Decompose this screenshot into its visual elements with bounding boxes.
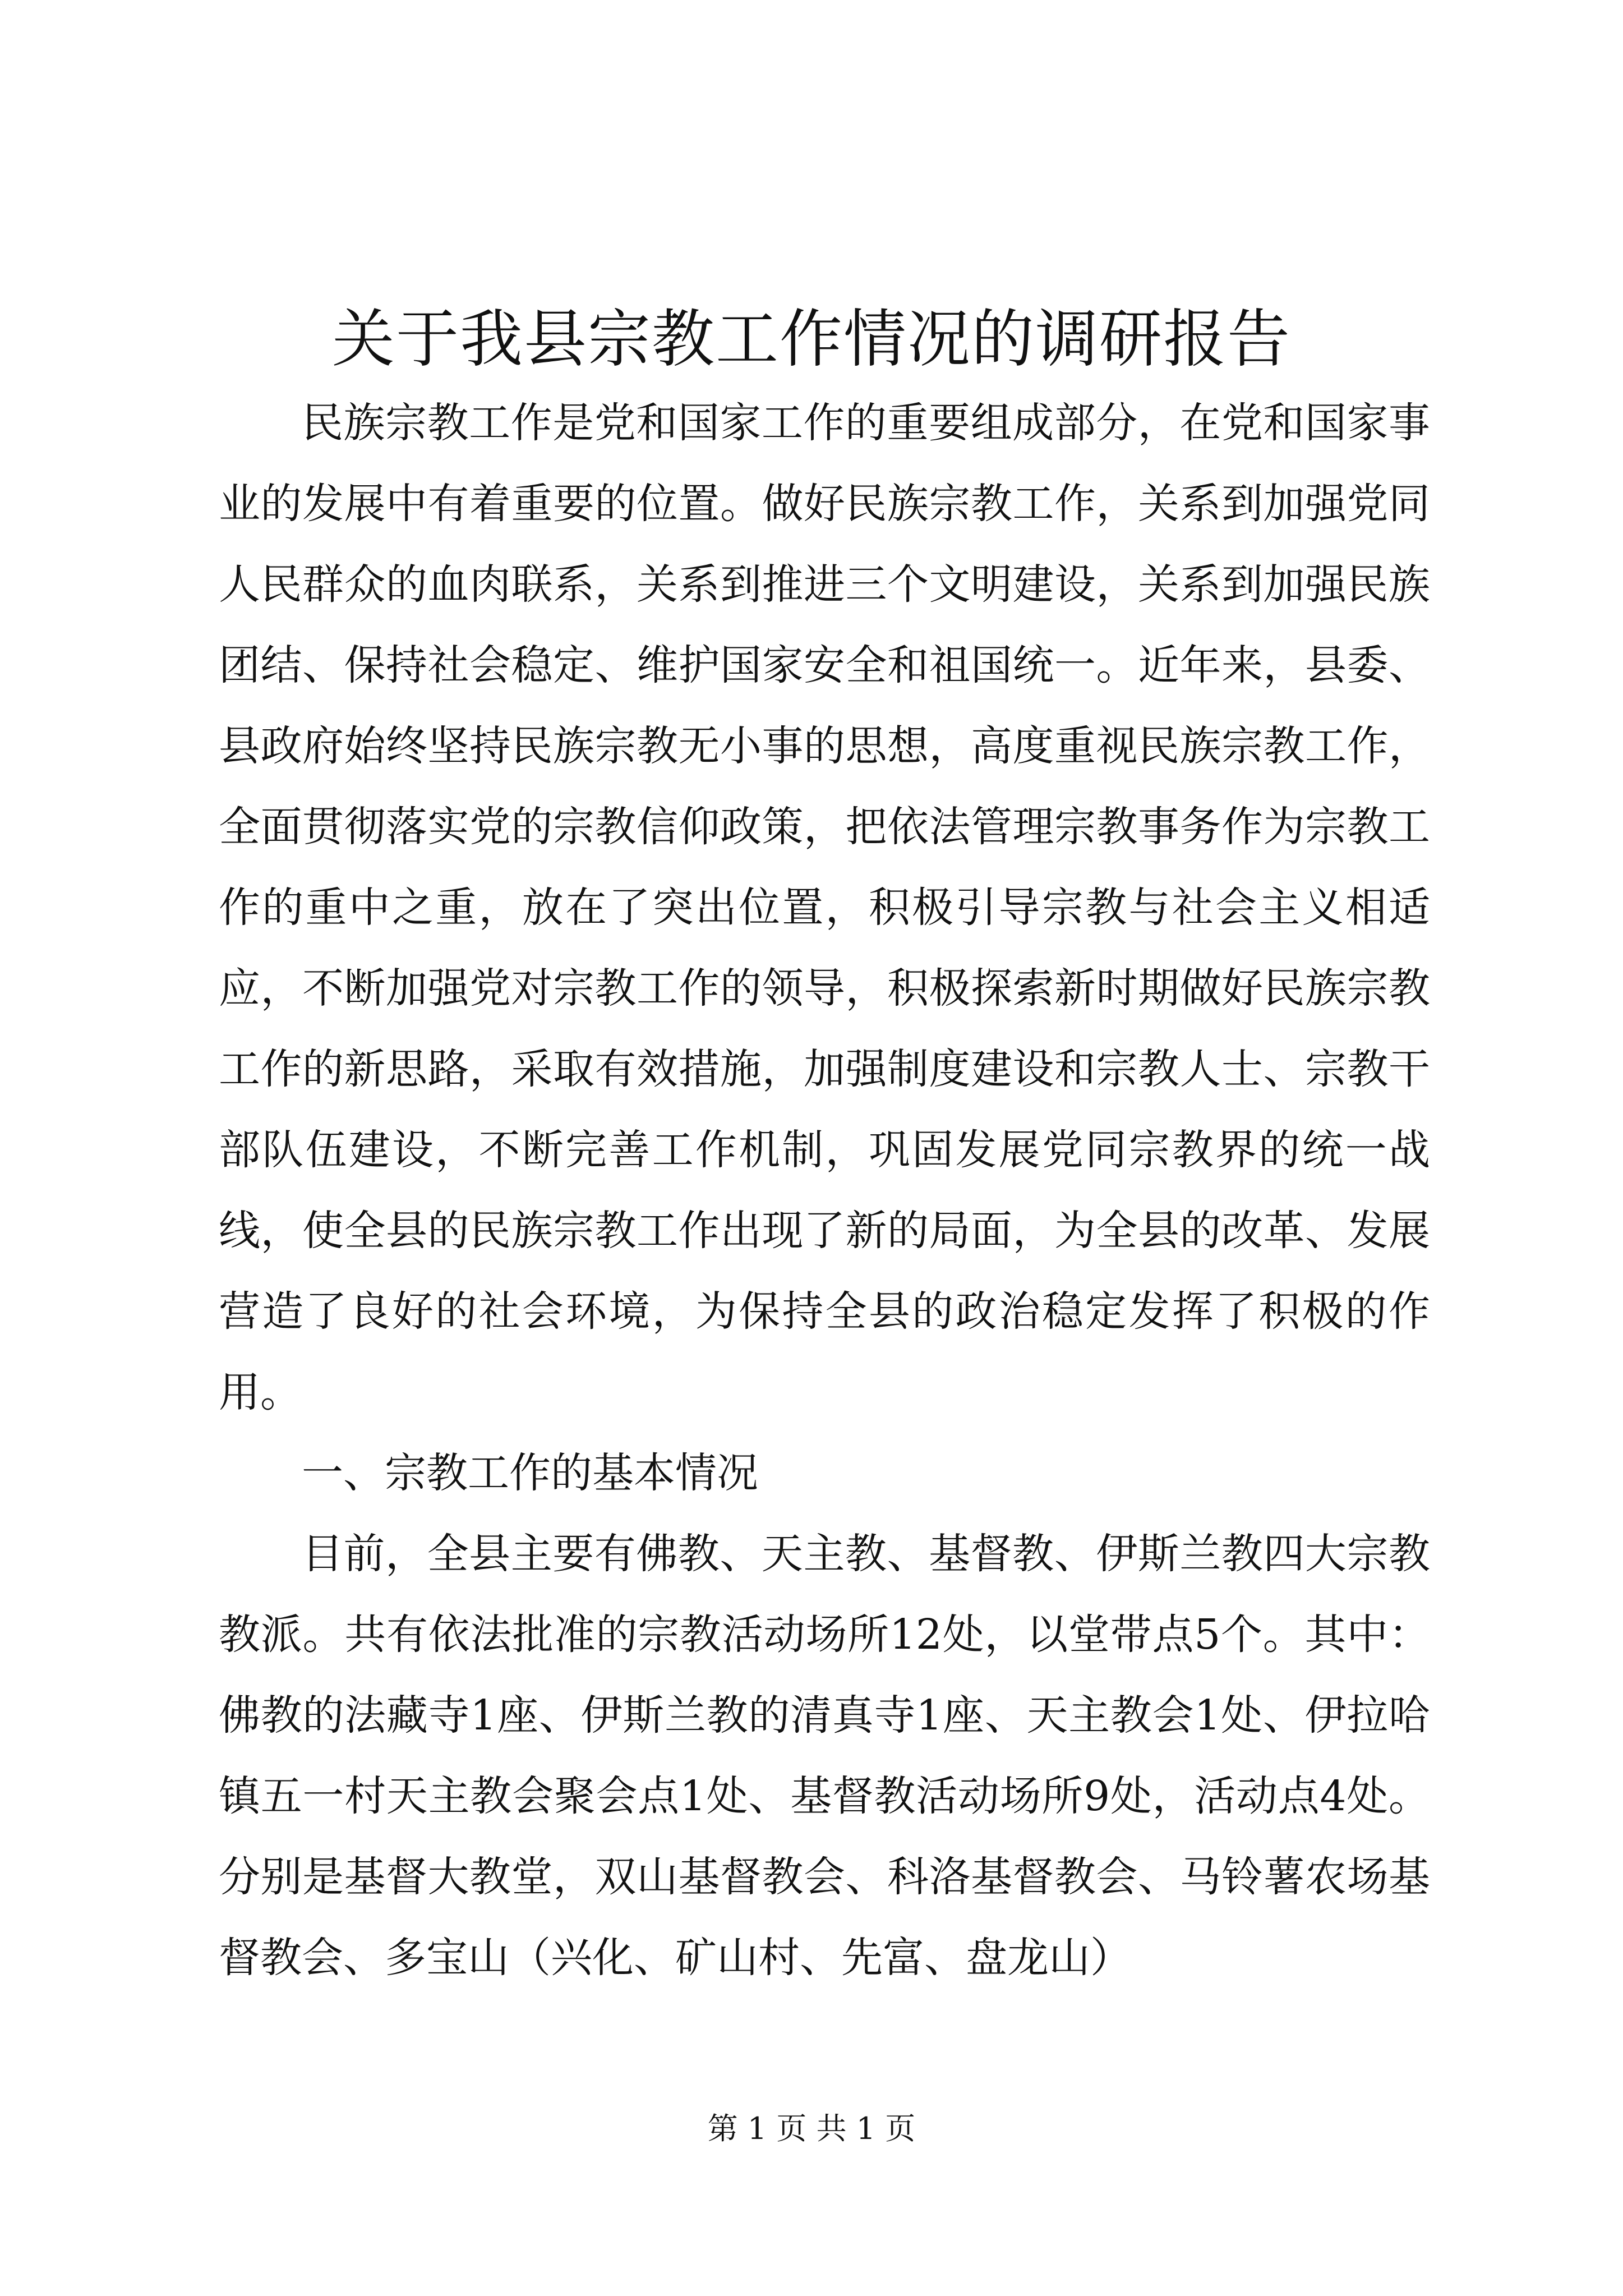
paragraph-intro: 民族宗教工作是党和国家工作的重要组成部分，在党和国家事业的发展中有着重要的位置。做好民族宗教工作，关系到加强党同人民群众的血肉联系，关系到推进三个文明建设，关系到加强民族团结、保持社会稳定、维护国家安全和祖国统一。近年来，县委、县政府始终坚持民族宗教无小事的思想，高度重视民族宗教工作，全面贯彻落实党的宗教信仰政策，把依法管理宗教事务作为宗教工作的重中之重，放在了突出位置，积极引导宗教与社会主义相适应，不断加强党对宗教工作的领导，积极探索新时期做好民族宗教工作的新思路，采取有效措施，加强制度建设和宗教人士、宗教干部队伍建设，不断完善工作机制，巩固发展党同宗教界的统一战线，使全县的民族宗教工作出现了新的局面，为全县的改革、发展营造了良好的社会环境，为保持全县的政治稳定发挥了积极的作用。: [219, 399, 1430, 1416]
paragraph-basic-situation: 目前，全县主要有佛教、天主教、基督教、伊斯兰教四大宗教教派。共有依法批准的宗教活动场所12处，以堂带点5个。其中：佛教的法藏寺1座、伊斯兰教的清真寺1座、天主教会1处、伊拉哈镇五一村天主教会聚会点1处、基督教活动场所9处，活动点4处。分别是基督大教堂，双山基督教会、科洛基督教会、马铃薯农场基督教会、多宝山（兴化、矿山村、先富、盘龙山）: [219, 1530, 1430, 1982]
page-number-footer: 第 1 页 共 1 页: [707, 2111, 916, 2146]
document-title: 关于我县宗教工作情况的调研报告: [332, 303, 1291, 376]
document-body: [219, 383, 1430, 1998]
section-heading: 一、宗教工作的基本情况: [302, 1449, 758, 1497]
